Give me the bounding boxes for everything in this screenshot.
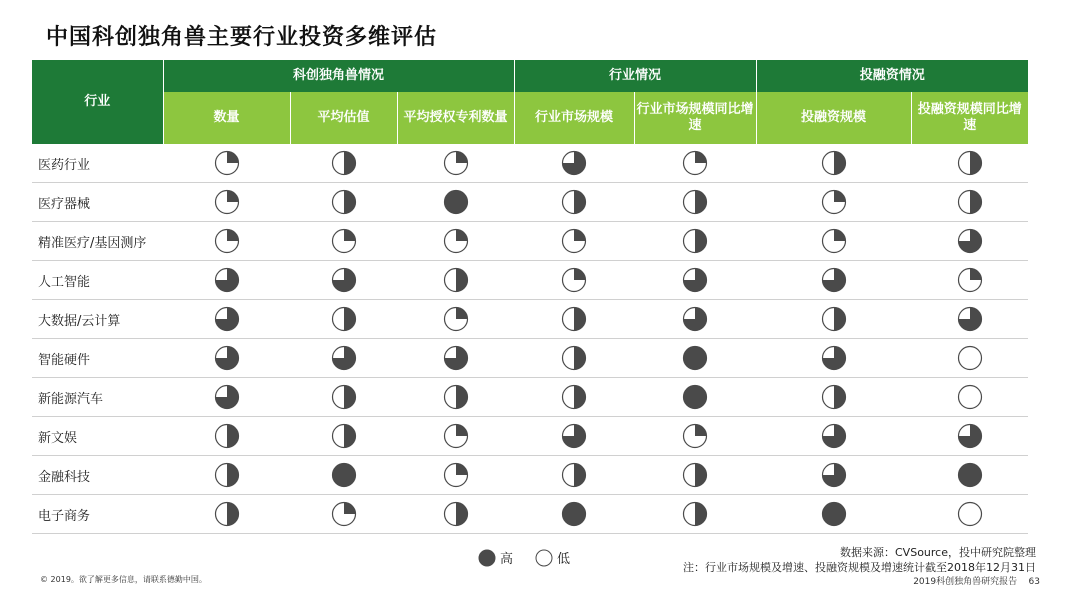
harvey-ball-icon [821, 423, 847, 449]
harvey-ball-icon [214, 228, 240, 254]
rating-cell [911, 495, 1028, 534]
rating-cell [290, 261, 397, 300]
harvey-ball-icon [331, 345, 357, 371]
rating-cell [163, 261, 290, 300]
rating-cell [911, 222, 1028, 261]
harvey-ball-icon [561, 423, 587, 449]
column-header-financing-growth: 投融资规模同比增速 [911, 92, 1028, 144]
industry-name: 新文娱 [32, 417, 163, 456]
harvey-ball-icon [957, 345, 983, 371]
column-header-financing-size: 投融资规模 [756, 92, 911, 144]
rating-cell [911, 417, 1028, 456]
rating-cell [514, 222, 634, 261]
group-header-financing: 投融资情况 [756, 60, 1028, 92]
table-row [32, 378, 1028, 417]
harvey-ball-icon [561, 501, 587, 527]
harvey-ball-icon [214, 501, 240, 527]
harvey-ball-icon [957, 462, 983, 488]
rating-cell [756, 300, 911, 339]
harvey-ball-icon [331, 306, 357, 332]
column-header-count: 数量 [163, 92, 290, 144]
rating-cell [756, 261, 911, 300]
harvey-ball-icon [443, 189, 469, 215]
harvey-ball-icon [682, 306, 708, 332]
harvey-ball-icon [682, 345, 708, 371]
rating-cell [290, 456, 397, 495]
rating-cell [634, 378, 756, 417]
harvey-ball-icon [443, 384, 469, 410]
rating-cell [911, 261, 1028, 300]
rating-cell [397, 417, 514, 456]
rating-cell [634, 183, 756, 222]
harvey-ball-icon [682, 150, 708, 176]
table-row [32, 495, 1028, 534]
rating-cell [756, 183, 911, 222]
rating-cell [756, 456, 911, 495]
rating-cell [911, 378, 1028, 417]
rating-cell [163, 222, 290, 261]
rating-cell [290, 183, 397, 222]
rating-cell [290, 417, 397, 456]
column-header-avg-valuation: 平均估值 [290, 92, 397, 144]
rating-cell [397, 339, 514, 378]
harvey-ball-icon [821, 345, 847, 371]
rating-cell [514, 300, 634, 339]
industry-name: 医药行业 [32, 144, 163, 183]
harvey-ball-icon [331, 462, 357, 488]
rating-cell [634, 456, 756, 495]
industry-column-header: 行业 [32, 60, 163, 144]
rating-cell [397, 456, 514, 495]
footer-report [913, 574, 1040, 587]
rating-cell [634, 222, 756, 261]
harvey-ball-icon [957, 267, 983, 293]
harvey-ball-icon [443, 423, 469, 449]
rating-cell [634, 495, 756, 534]
harvey-ball-icon [957, 501, 983, 527]
harvey-ball-icon [331, 267, 357, 293]
harvey-ball-icon [957, 423, 983, 449]
harvey-ball-icon [214, 150, 240, 176]
harvey-ball-icon [821, 501, 847, 527]
footer-report-title: 2019科创独角兽研究报告 [913, 577, 1018, 587]
legend-low-label: 低 [557, 552, 571, 567]
table-row [32, 261, 1028, 300]
rating-cell [163, 378, 290, 417]
industry-name: 精准医疗/基因测序 [32, 222, 163, 261]
rating-cell [514, 144, 634, 183]
note-line: 注：行业市场规模及增速、投融资规模及增速统计截至2018年12月31日 [683, 561, 1036, 574]
harvey-ball-icon [561, 267, 587, 293]
harvey-ball-icon [682, 189, 708, 215]
group-header-unicorn: 科创独角兽情况 [163, 60, 514, 92]
rating-cell [290, 222, 397, 261]
source-note [683, 545, 1036, 575]
harvey-ball-icon [957, 384, 983, 410]
rating-cell [634, 339, 756, 378]
table-row [32, 417, 1028, 456]
group-header-industry: 行业情况 [514, 60, 756, 92]
rating-cell [163, 339, 290, 378]
table-row [32, 300, 1028, 339]
harvey-ball-icon [214, 267, 240, 293]
harvey-ball-icon [561, 228, 587, 254]
harvey-ball-icon [214, 384, 240, 410]
rating-cell [290, 339, 397, 378]
harvey-ball-icon [957, 228, 983, 254]
legend-low-icon [535, 549, 553, 567]
harvey-ball-icon [821, 267, 847, 293]
harvey-ball-icon [214, 423, 240, 449]
source-line: 数据来源：CVSource，投中研究院整理 [840, 546, 1036, 559]
harvey-ball-icon [214, 306, 240, 332]
harvey-ball-icon [331, 384, 357, 410]
harvey-ball-icon [443, 501, 469, 527]
page-title: 中国科创独角兽主要行业投资多维评估 [46, 25, 438, 50]
harvey-ball-icon [682, 384, 708, 410]
rating-cell [756, 495, 911, 534]
rating-cell [756, 417, 911, 456]
rating-cell [163, 183, 290, 222]
rating-cell [756, 339, 911, 378]
table-row [32, 222, 1028, 261]
footer-page-number: 63 [1028, 577, 1040, 587]
rating-cell [397, 495, 514, 534]
column-header-avg-patents: 平均授权专利数量 [397, 92, 514, 144]
rating-cell [911, 456, 1028, 495]
rating-cell [756, 144, 911, 183]
harvey-ball-icon [443, 228, 469, 254]
industry-name: 智能硬件 [32, 339, 163, 378]
harvey-ball-icon [682, 462, 708, 488]
harvey-ball-icon [821, 384, 847, 410]
harvey-ball-icon [331, 501, 357, 527]
harvey-ball-icon [821, 228, 847, 254]
harvey-ball-icon [561, 345, 587, 371]
table-row [32, 456, 1028, 495]
rating-cell [163, 417, 290, 456]
industry-name: 人工智能 [32, 261, 163, 300]
rating-cell [163, 495, 290, 534]
harvey-ball-icon [561, 150, 587, 176]
rating-cell [290, 495, 397, 534]
rating-cell [911, 339, 1028, 378]
industry-name: 大数据/云计算 [32, 300, 163, 339]
rating-cell [911, 183, 1028, 222]
rating-cell [756, 378, 911, 417]
column-header-market-size: 行业市场规模 [514, 92, 634, 144]
harvey-ball-icon [682, 267, 708, 293]
harvey-ball-icon [821, 150, 847, 176]
rating-cell [514, 495, 634, 534]
harvey-ball-icon [682, 501, 708, 527]
rating-cell [163, 144, 290, 183]
harvey-ball-icon [443, 306, 469, 332]
rating-cell [514, 456, 634, 495]
rating-cell [397, 378, 514, 417]
rating-cell [514, 417, 634, 456]
rating-cell [397, 222, 514, 261]
rating-cell [514, 261, 634, 300]
rating-cell [634, 144, 756, 183]
harvey-ball-icon [443, 150, 469, 176]
rating-cell [397, 300, 514, 339]
harvey-ball-icon [443, 345, 469, 371]
rating-cell [514, 183, 634, 222]
harvey-ball-icon [561, 189, 587, 215]
rating-cell [290, 144, 397, 183]
harvey-ball-icon [821, 306, 847, 332]
harvey-ball-icon [331, 228, 357, 254]
rating-cell [514, 378, 634, 417]
harvey-ball-icon [957, 189, 983, 215]
rating-cell [514, 339, 634, 378]
rating-cell [163, 300, 290, 339]
harvey-ball-icon [561, 462, 587, 488]
legend-high-label: 高 [500, 552, 514, 567]
rating-cell [911, 144, 1028, 183]
rating-cell [756, 222, 911, 261]
rating-cell [634, 300, 756, 339]
harvey-ball-icon [682, 228, 708, 254]
rating-cell [634, 417, 756, 456]
harvey-ball-icon [821, 189, 847, 215]
harvey-ball-icon [561, 384, 587, 410]
rating-cell [290, 378, 397, 417]
table-row [32, 144, 1028, 183]
harvey-ball-icon [561, 306, 587, 332]
harvey-ball-icon [957, 306, 983, 332]
harvey-ball-icon [443, 267, 469, 293]
footer-copyright: © 2019。欲了解更多信息，请联系德勤中国。 [40, 575, 207, 584]
harvey-ball-icon [214, 189, 240, 215]
assessment-table [32, 60, 1028, 534]
harvey-ball-icon [214, 345, 240, 371]
industry-name: 新能源汽车 [32, 378, 163, 417]
harvey-ball-icon [821, 462, 847, 488]
table-row [32, 339, 1028, 378]
legend-high-icon [478, 549, 496, 567]
industry-name: 医疗器械 [32, 183, 163, 222]
harvey-ball-icon [443, 462, 469, 488]
rating-cell [634, 261, 756, 300]
rating-cell [397, 144, 514, 183]
rating-cell [397, 261, 514, 300]
rating-cell [397, 183, 514, 222]
harvey-ball-icon [331, 150, 357, 176]
harvey-ball-icon [331, 189, 357, 215]
harvey-ball-icon [957, 150, 983, 176]
rating-cell [163, 456, 290, 495]
column-header-market-growth: 行业市场规模同比增速 [634, 92, 756, 144]
rating-cell [911, 300, 1028, 339]
rating-cell [290, 300, 397, 339]
harvey-ball-icon [214, 462, 240, 488]
legend [478, 548, 592, 567]
harvey-ball-icon [682, 423, 708, 449]
industry-name: 电子商务 [32, 495, 163, 534]
table-row [32, 183, 1028, 222]
industry-name: 金融科技 [32, 456, 163, 495]
harvey-ball-icon [331, 423, 357, 449]
